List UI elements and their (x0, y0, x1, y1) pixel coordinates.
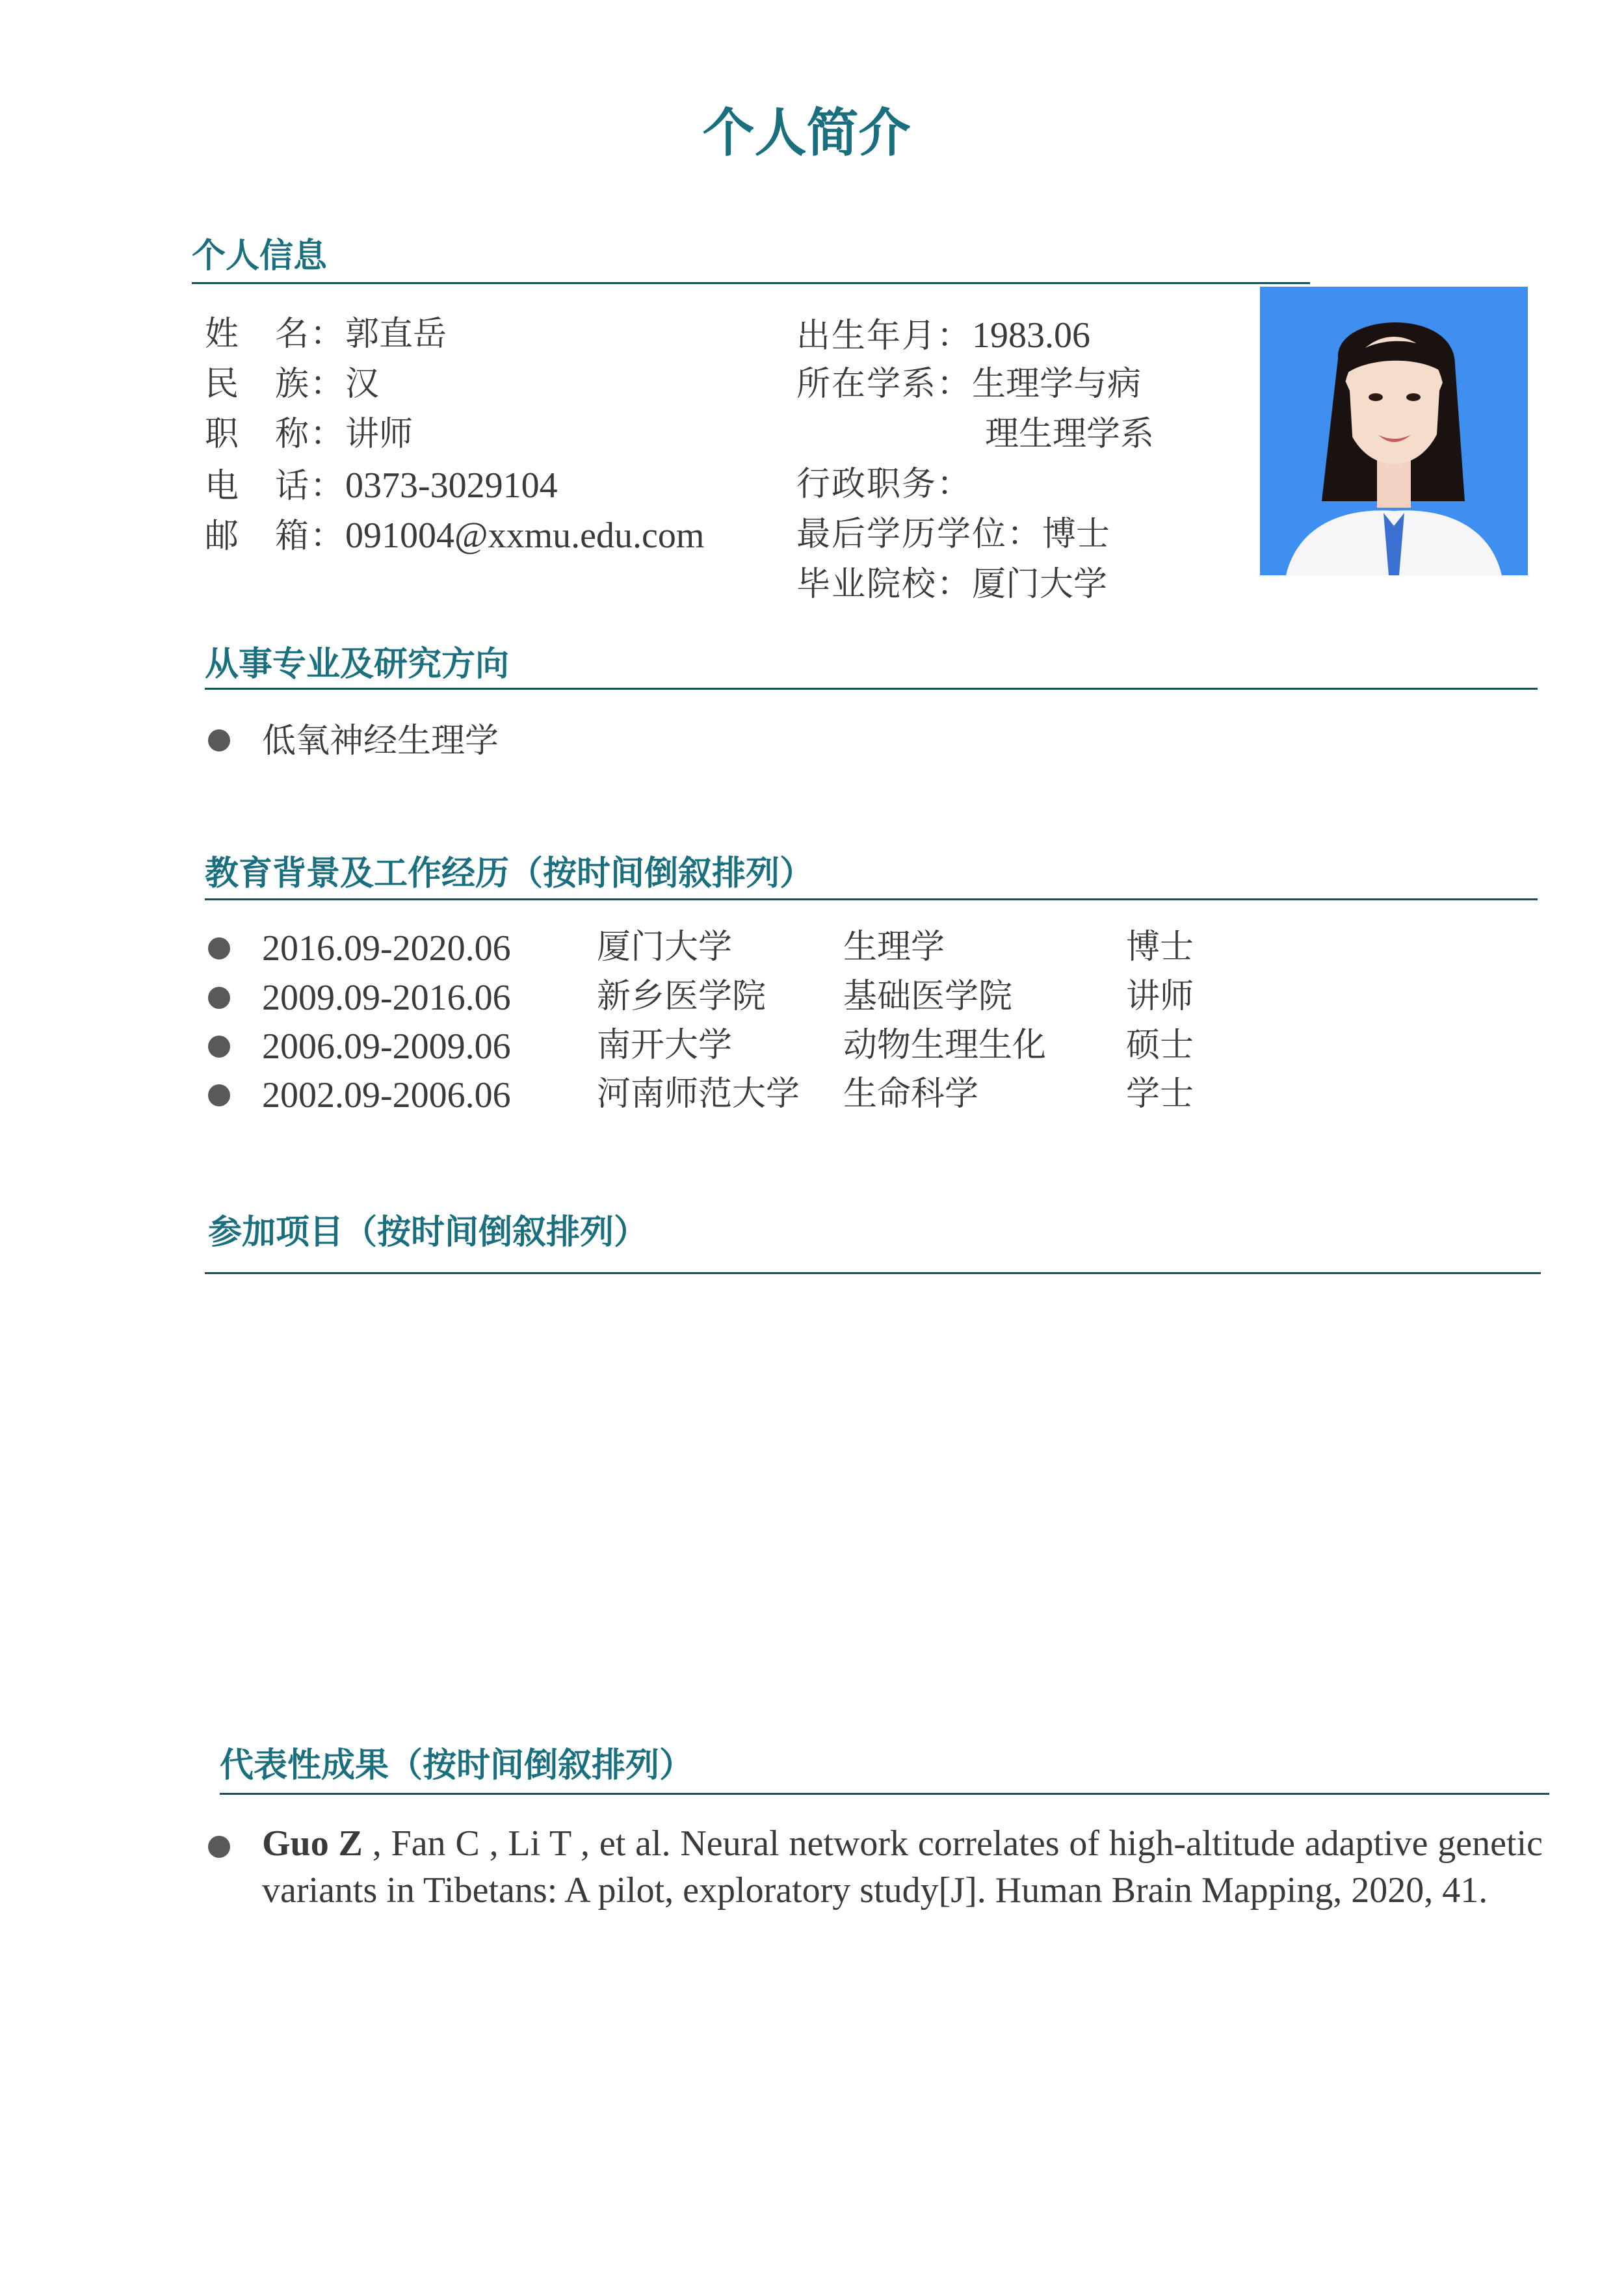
list-bullet (208, 1084, 230, 1106)
edu-field: 生命科学 (843, 1075, 979, 1114)
list-bullet (208, 1036, 230, 1058)
edu-field: 动物生理生化 (843, 1026, 1047, 1065)
section-title-research: 从事专业及研究方向 (205, 645, 510, 684)
info-value[interactable]: 091004@xxmu.edu.com (345, 515, 705, 556)
publication-rest: , Fan C , Li T , et al. Neural network correlates of high‐altitude adaptive genetic variants in Tibetans: A pilot, exploratory study[J]. Human Brain Mapping, 2020, 41. (262, 1823, 1543, 1911)
info-value: 理生理学系 (985, 415, 1155, 454)
info-value: 博士 (1042, 515, 1110, 554)
edu-period: 2016.09-2020.06 (262, 928, 511, 969)
page-title: 个人简介 (702, 103, 911, 163)
info-label: 职 称： (205, 415, 346, 454)
edu-period: 2002.09-2006.06 (262, 1075, 511, 1115)
info-row-name (205, 315, 447, 354)
info-row-school (796, 565, 1108, 604)
list-bullet (208, 1836, 230, 1858)
edu-field: 基础医学院 (843, 977, 1013, 1016)
edu-title: 博士 (1126, 928, 1194, 967)
edu-field: 生理学 (843, 928, 945, 967)
section-rule-education (205, 898, 1538, 900)
edu-institution: 厦门大学 (597, 928, 733, 967)
portrait-icon (1260, 287, 1528, 575)
info-label: 最后学历学位： (796, 515, 1043, 554)
info-row-email (205, 517, 704, 554)
info-label: 所在学系： (796, 365, 973, 404)
edu-title: 讲师 (1126, 977, 1194, 1016)
info-label: 民 族： (205, 365, 346, 404)
section-rule-achievements (220, 1793, 1549, 1795)
info-row-birth (796, 317, 1090, 354)
info-label: 电 话： (205, 467, 346, 506)
info-row-degree (796, 515, 1110, 554)
publication-first-author: Guo Z (262, 1823, 363, 1864)
info-value: 汉 (345, 365, 380, 404)
info-value: 1983.06 (972, 315, 1091, 356)
info-value: 生理学与病 (972, 365, 1142, 404)
info-row-title (205, 415, 413, 454)
edu-institution: 河南师范大学 (597, 1075, 800, 1114)
info-row-phone (205, 467, 558, 504)
section-title-projects: 参加项目（按时间倒叙排列） (208, 1213, 648, 1252)
info-row-ethnicity (205, 365, 380, 404)
portrait-photo (1260, 287, 1528, 575)
edu-title: 硕士 (1126, 1026, 1194, 1065)
info-label: 姓 名： (205, 315, 346, 354)
info-label: 行政职务： (796, 465, 973, 504)
info-value: 0373-3029104 (345, 465, 558, 506)
edu-institution: 南开大学 (597, 1026, 733, 1065)
section-rule-info (192, 282, 1310, 284)
info-value: 郭直岳 (345, 315, 447, 354)
list-bullet (208, 937, 230, 959)
section-title-info: 个人信息 (192, 237, 328, 276)
publication-entry (262, 1820, 1543, 1914)
section-title-achievements: 代表性成果（按时间倒叙排列） (220, 1746, 694, 1785)
list-bullet (208, 729, 230, 751)
info-row-admin (796, 465, 973, 504)
info-value: 厦门大学 (972, 565, 1108, 604)
list-bullet (208, 987, 230, 1009)
info-label: 毕业院校： (796, 565, 973, 604)
edu-period: 2006.09-2009.06 (262, 1026, 511, 1067)
info-value: 讲师 (345, 415, 413, 454)
section-title-education: 教育背景及工作经历（按时间倒叙排列） (205, 854, 814, 893)
info-label: 出生年月： (796, 317, 973, 356)
info-row-department (796, 365, 1142, 404)
edu-period: 2009.09-2016.06 (262, 978, 511, 1018)
research-item: 低氧神经生理学 (262, 722, 499, 761)
edu-institution: 新乡医学院 (597, 977, 767, 1016)
edu-title: 学士 (1126, 1075, 1194, 1114)
info-row-department-cont (985, 415, 1155, 454)
info-label: 邮 箱： (205, 517, 346, 556)
section-rule-research (205, 688, 1538, 690)
section-rule-projects (205, 1272, 1541, 1274)
